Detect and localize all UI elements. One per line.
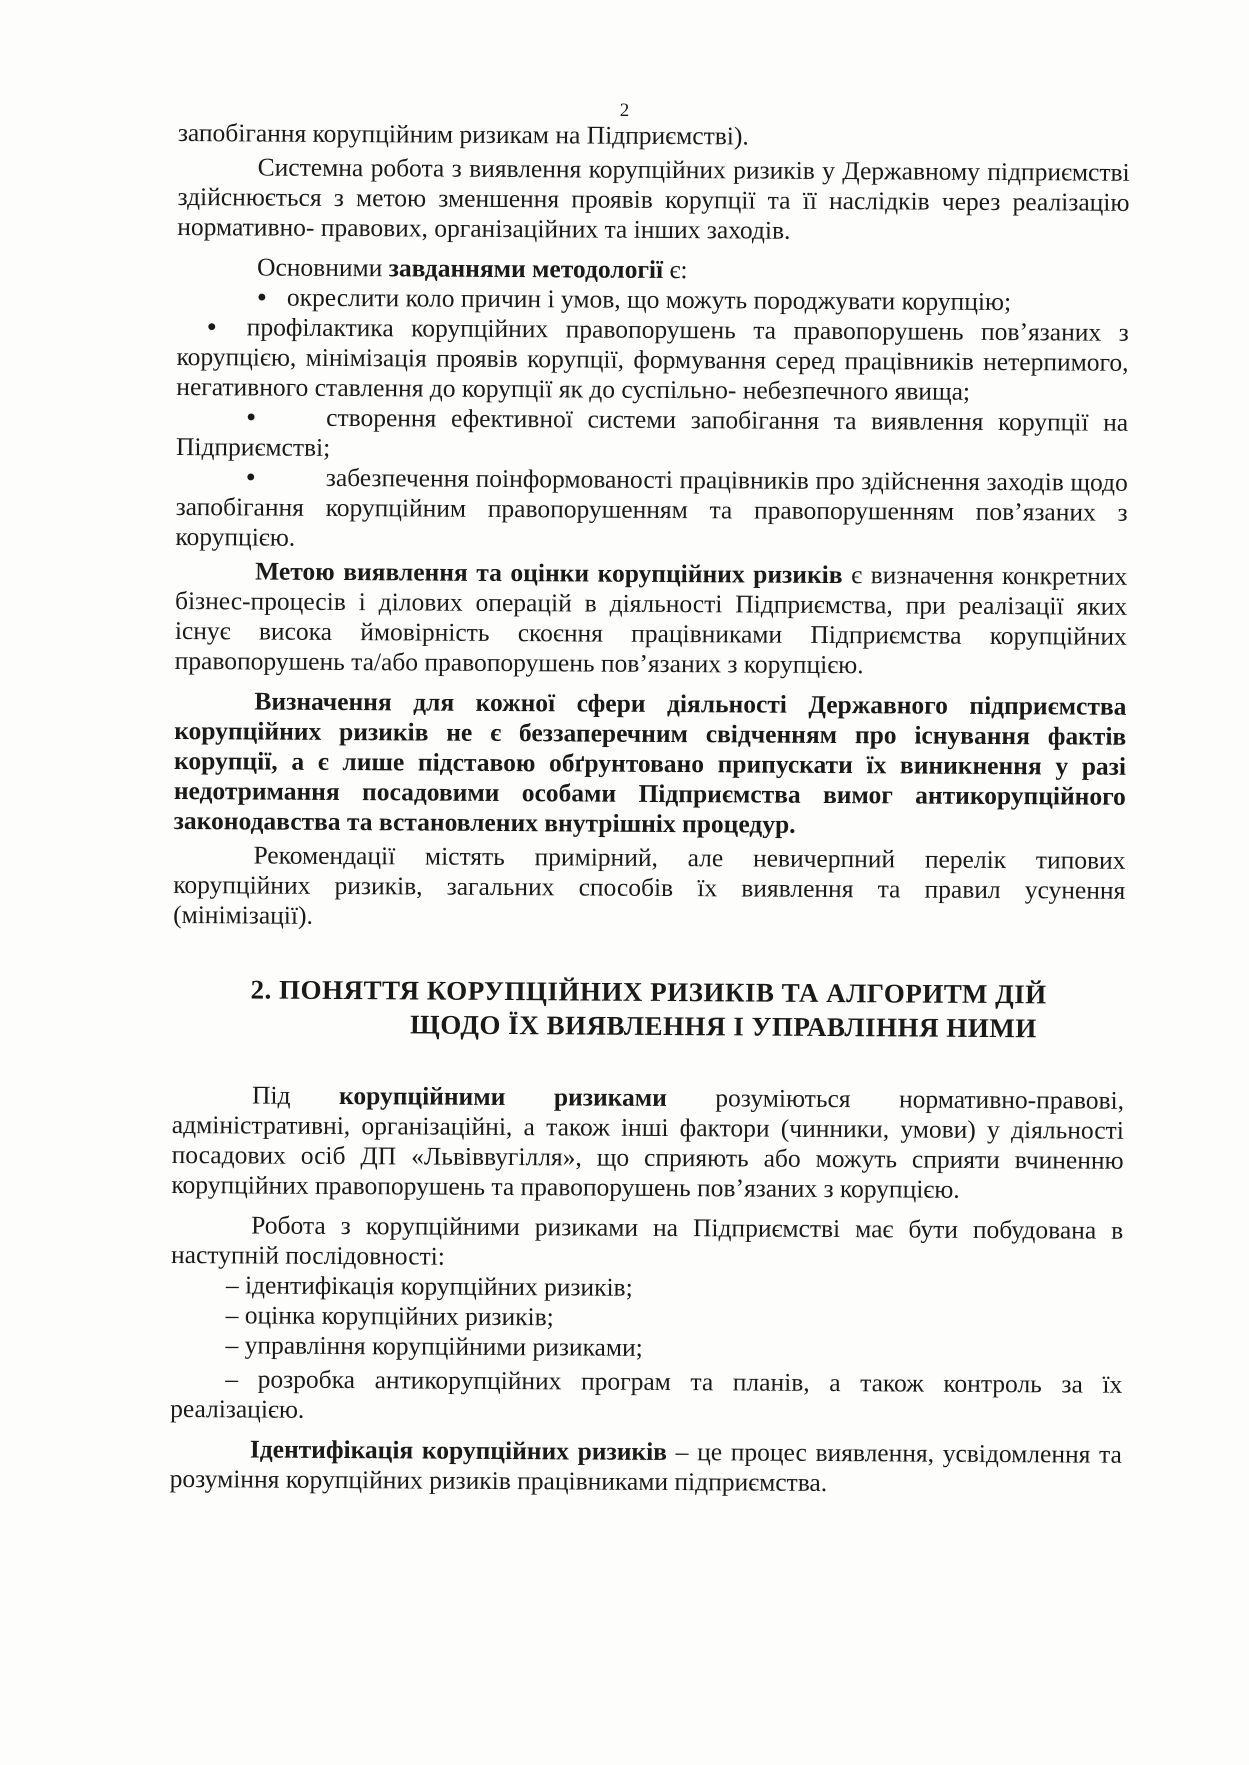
heading-line-2: ЩОДО ЇХ ВИЯВЛЕННЯ І УПРАВЛІННЯ НИМИ xyxy=(410,1009,1037,1044)
purpose-rest: є визначення конкретних бізнес-процесів і ділових операцій в діяльності Підприємства, при реалізації яких існує висока ймовірність скоєння працівниками Підприємства корупційних правопорушень та/або правопорушень пов’язаних з корупцією. xyxy=(174,560,1128,680)
bullet-icon: • xyxy=(246,462,256,492)
heading-line-1: 2. ПОНЯТТЯ КОРУПЦІЙНИХ РИЗИКІВ ТА АЛГОРИТМ ДІЙ xyxy=(250,974,1047,1010)
bullet-text: профілактика корупційних правопорушень та правопорушень пов’язаних з корупцією, мінімізація проявів корупції, формування серед працівників нетерпимого, негативного ставлення до корупції як до суспільно- небезпечного явища; xyxy=(176,312,1129,406)
bullet-icon: • xyxy=(257,282,267,312)
paragraph-purpose xyxy=(175,556,1128,682)
bullet-icon: • xyxy=(246,402,256,432)
paragraph-continuation: запобігання корупційним ризикам на Підприємстві). xyxy=(177,118,749,151)
bullet-item xyxy=(175,462,1128,558)
tasks-intro-prefix: Основними xyxy=(257,252,389,283)
dash-item: – ідентифікація корупційних ризиків; xyxy=(225,1270,633,1302)
tasks-intro-bold: завданнями методології xyxy=(388,253,664,284)
paragraph-sequence: Робота з корупційними ризиками на Підприємстві має бути побудована в наступній послідовності: xyxy=(170,1210,1124,1271)
bullet-text: окреслити коло причин і умов, що можуть породжувати корупцію; xyxy=(286,282,1012,317)
risks-prefix: Під xyxy=(251,1080,340,1111)
paragraph-risks-definition xyxy=(171,1080,1124,1206)
section-heading xyxy=(172,972,1124,1046)
purpose-bold: Метою виявлення та оцінки корупційних ризиків xyxy=(255,556,843,590)
document-body xyxy=(170,118,1130,1500)
dash-item: – оцінка корупційних ризиків; xyxy=(225,1300,554,1332)
paragraph-definition: Визначення для кожної сфери діяльності Державного підприємства корупційних ризиків не є беззаперечним свідченням про існування фактів корупції, а є лише підставою обґрунтовано припускати їх виникнення у разі недотримання посадовими особами Підприємства вимог антикорупційного законодавства та встановлених внутрішніх процедур. xyxy=(173,686,1127,839)
paragraph-recommendations: Рекомендації містять примірний, але невичерпний перелік типових корупційних ризиків, загальних способів їх виявлення та правил усунення (мінімізації). xyxy=(173,840,1126,930)
bullet-item xyxy=(176,402,1128,468)
dash-item: – розробка антикорупційних програм та планів, а також контроль за їх реалізацією. xyxy=(170,1364,1123,1424)
risks-rest: розуміються нормативно-правові, адміністративні, організаційні, а також інші фактори (чинники, умови) у діяльності посадових осіб ДП «Львіввугілля», що сприяють або можуть сприяти вчиненню корупційних правопорушень та правопорушень пов’язаних з корупцією. xyxy=(171,1083,1125,1204)
risks-bold: корупційними ризиками xyxy=(338,1081,667,1113)
bullet-text: забезпечення поінформованості працівників про здійснення заходів щодо запобігання корупційним правопорушенням та правопорушенням пов’язаних з корупцією. xyxy=(175,462,1128,552)
paragraph-systemic-work: Системна робота з виявлення корупційних ризиків у Державному підприємстві здійснюється з метою зменшення проявів корупції та її наслідків через реалізацію нормативно- правових, організаційних та інших заходів. xyxy=(177,152,1130,245)
bullet-icon: • xyxy=(207,312,217,342)
identification-bold: Ідентифікація корупційних ризиків xyxy=(249,1434,668,1467)
dash-item: – управління корупційними ризиками; xyxy=(225,1330,643,1362)
bullet-item xyxy=(176,312,1129,408)
bullet-text: створення ефективної системи запобігання та виявлення корупції на Підприємстві; xyxy=(175,402,1129,462)
tasks-intro-suffix: є: xyxy=(663,254,688,285)
identification-rest: – це процес виявлення, усвідомлення та розуміння корупційних ризиків працівниками підприємства. xyxy=(169,1437,1122,1497)
paragraph-identification xyxy=(170,1434,1122,1500)
page-number: 2 xyxy=(619,100,630,121)
